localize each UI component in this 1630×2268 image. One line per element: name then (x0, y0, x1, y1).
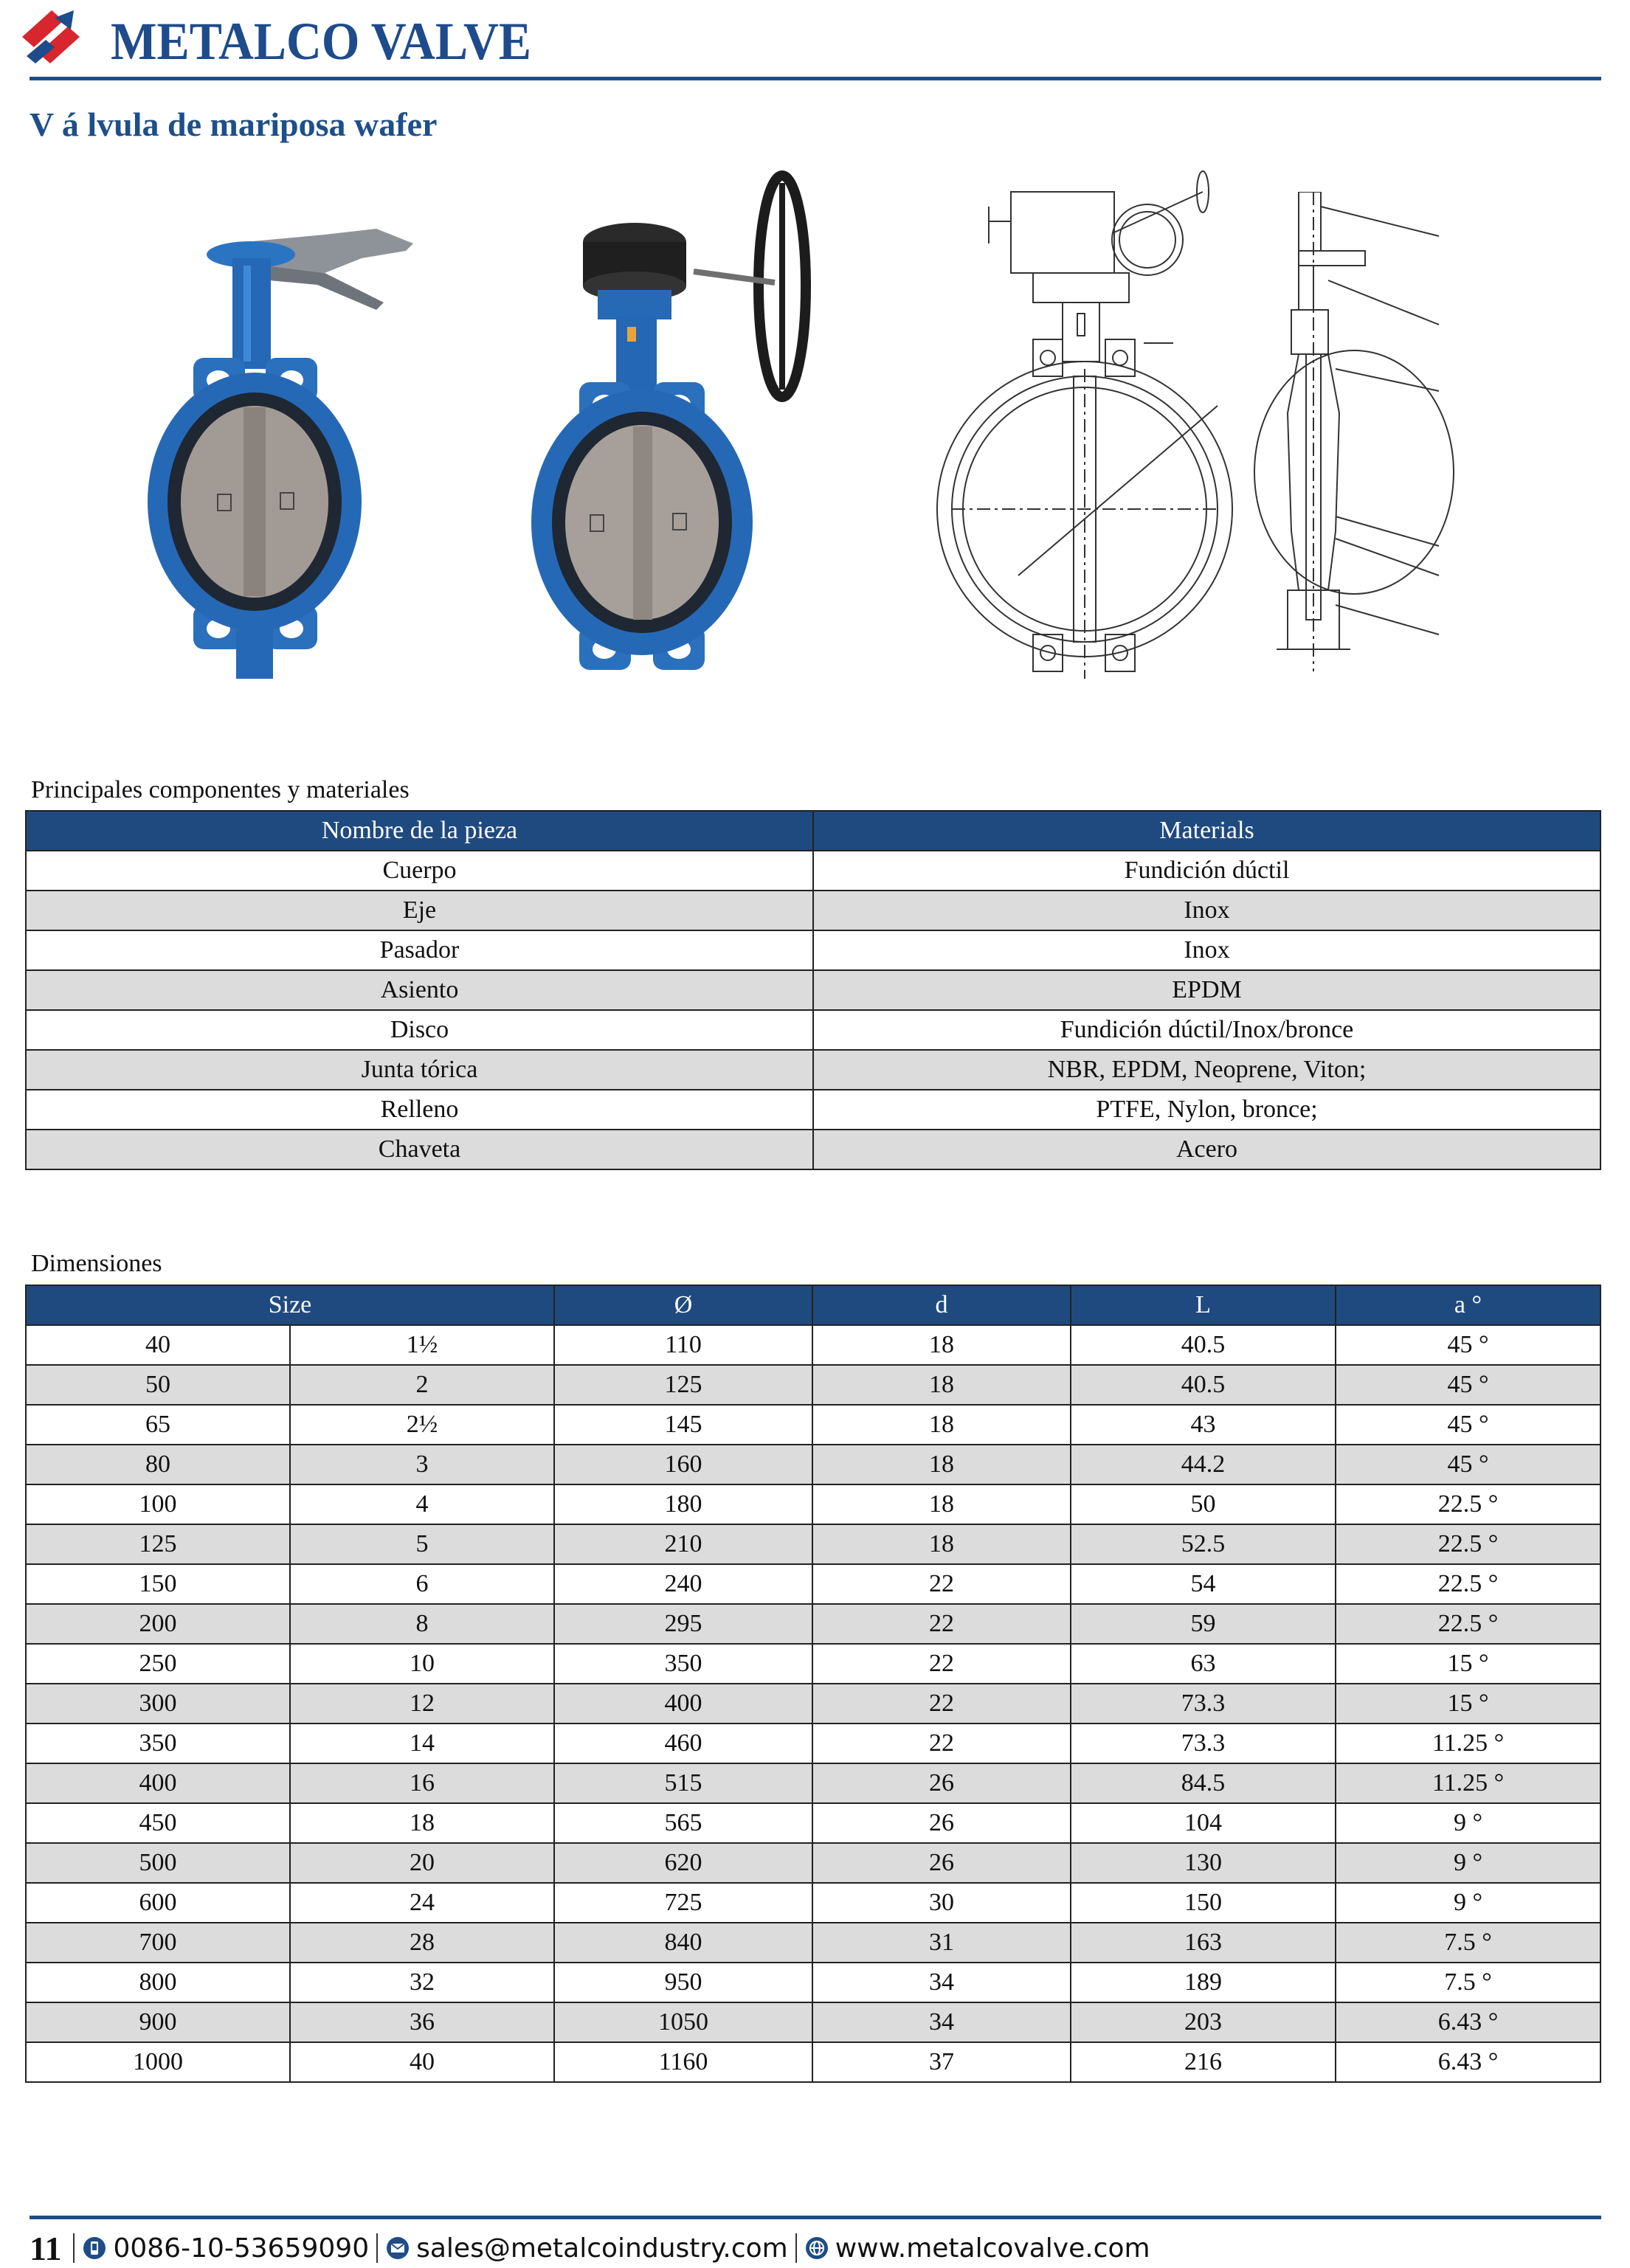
column-header-size: Size (26, 1285, 554, 1325)
front-view-drawing (922, 162, 1247, 694)
table-cell: 125 (26, 1524, 290, 1564)
header-divider (30, 77, 1601, 80)
table-cell: 18 (812, 1325, 1071, 1365)
table-row (26, 1050, 1600, 1090)
table-cell: 2 (290, 1365, 554, 1405)
table-row (26, 970, 1600, 1010)
table-cell: Relleno (26, 1090, 813, 1130)
table-cell: 15 ° (1336, 1644, 1600, 1684)
table-cell: 350 (26, 1724, 290, 1763)
table-cell: Inox (813, 891, 1600, 930)
table-cell: 160 (554, 1445, 812, 1484)
table-cell: 216 (1071, 2042, 1336, 2082)
table-cell: 5 (290, 1524, 554, 1564)
table-cell: 43 (1071, 1405, 1336, 1445)
table-cell: 40.5 (1071, 1365, 1336, 1405)
table-cell: 24 (290, 1883, 554, 1923)
table-cell: 110 (554, 1325, 812, 1365)
table-row (26, 2042, 1600, 2082)
table-cell: 32 (290, 1963, 554, 2002)
table-cell: 203 (1071, 2002, 1336, 2042)
table-cell: 18 (812, 1484, 1071, 1524)
table-cell: 50 (26, 1365, 290, 1405)
table-cell: 12 (290, 1684, 554, 1724)
column-header: Nombre de la pieza (26, 811, 813, 851)
table-cell: Fundición dúctil (813, 851, 1600, 891)
table-row (26, 1644, 1600, 1684)
table-cell: 6.43 ° (1336, 2042, 1600, 2082)
table-cell: 18 (812, 1405, 1071, 1445)
table-row (26, 1325, 1600, 1365)
table-cell: 28 (290, 1923, 554, 1963)
table-cell: 14 (290, 1724, 554, 1763)
table-cell: 200 (26, 1604, 290, 1644)
column-header-angle: a ° (1336, 1285, 1600, 1325)
table-cell: 22.5 ° (1336, 1484, 1600, 1524)
table-row (26, 2002, 1600, 2042)
globe-icon (804, 2236, 829, 2261)
table-cell: Asiento (26, 970, 813, 1010)
lever-valve-photo (140, 214, 421, 694)
table-cell: 1000 (26, 2042, 290, 2082)
table-cell: 18 (812, 1524, 1071, 1564)
table-cell: 565 (554, 1803, 812, 1843)
table-cell: 189 (1071, 1963, 1336, 2002)
table-cell: 11.25 ° (1336, 1724, 1600, 1763)
phone-icon (82, 2236, 107, 2261)
table-cell: 2½ (290, 1405, 554, 1445)
table-row (26, 1843, 1600, 1883)
footer-phone: 0086-10-53659090 (113, 2233, 370, 2264)
table-cell: Inox (813, 930, 1600, 970)
table-cell: 400 (26, 1763, 290, 1803)
table-cell: 1½ (290, 1325, 554, 1365)
table-row (26, 1445, 1600, 1484)
table-cell: 145 (554, 1405, 812, 1445)
table-cell: 22.5 ° (1336, 1564, 1600, 1604)
table-cell: 18 (812, 1445, 1071, 1484)
table-cell: Fundición dúctil/Inox/bronce (813, 1010, 1600, 1050)
table-cell: 7.5 ° (1336, 1963, 1600, 2002)
table-row (26, 930, 1600, 970)
table-cell: 240 (554, 1564, 812, 1604)
table-cell: 52.5 (1071, 1524, 1336, 1564)
table-cell: 22 (812, 1724, 1071, 1763)
mail-icon (385, 2236, 410, 2261)
table-cell: 900 (26, 2002, 290, 2042)
brand-name: METALCO VALVE (111, 12, 531, 71)
table-row (26, 1763, 1600, 1803)
footer-email[interactable]: sales@metalcoindustry.com (416, 2233, 788, 2264)
table-cell: 295 (554, 1604, 812, 1644)
table-cell: 100 (26, 1484, 290, 1524)
table-cell: 45 ° (1336, 1405, 1600, 1445)
table-cell: 300 (26, 1684, 290, 1724)
table-header-row (26, 811, 1600, 851)
dimensions-body (26, 1325, 1600, 2082)
table-cell: 800 (26, 1963, 290, 2002)
table-cell: EPDM (813, 970, 1600, 1010)
table-cell: 26 (812, 1843, 1071, 1883)
table-cell: 130 (1071, 1843, 1336, 1883)
page-title: V á lvula de mariposa wafer (30, 106, 438, 143)
table-cell: 515 (554, 1763, 812, 1803)
table-cell: 18 (812, 1365, 1071, 1405)
table-row (26, 1923, 1600, 1963)
table-cell: 30 (812, 1883, 1071, 1923)
table-cell: 1160 (554, 2042, 812, 2082)
table-cell: 34 (812, 2002, 1071, 2042)
table-row (26, 1365, 1600, 1405)
table-cell: Junta tórica (26, 1050, 813, 1090)
footer-separator (376, 2233, 378, 2263)
table-cell: 36 (290, 2002, 554, 2042)
table-cell: 450 (26, 1803, 290, 1843)
table-cell: 500 (26, 1843, 290, 1883)
table-cell: 54 (1071, 1564, 1336, 1604)
table-row (26, 1803, 1600, 1843)
table-row (26, 1524, 1600, 1564)
table-row (26, 891, 1600, 930)
table-cell: 80 (26, 1445, 290, 1484)
table-cell: 45 ° (1336, 1445, 1600, 1484)
table-cell: 65 (26, 1405, 290, 1445)
footer-separator (73, 2233, 75, 2263)
table-cell: 950 (554, 1963, 812, 2002)
table-cell: 40.5 (1071, 1325, 1336, 1365)
table-cell: 73.3 (1071, 1684, 1336, 1724)
table-cell: 6 (290, 1564, 554, 1604)
table-cell: 700 (26, 1923, 290, 1963)
column-header: Materials (813, 811, 1600, 851)
table-cell: 150 (26, 1564, 290, 1604)
materials-table (25, 810, 1601, 1170)
table-cell: PTFE, Nylon, bronce; (813, 1090, 1600, 1130)
table-cell: 460 (554, 1724, 812, 1763)
table-cell: 26 (812, 1763, 1071, 1803)
table-row (26, 1090, 1600, 1130)
table-cell: 50 (1071, 1484, 1336, 1524)
column-header-diameter: Ø (554, 1285, 812, 1325)
table-cell: 11.25 ° (1336, 1763, 1600, 1803)
table-cell: 73.3 (1071, 1724, 1336, 1763)
table-cell: 22.5 ° (1336, 1604, 1600, 1644)
table-row (26, 1564, 1600, 1604)
table-cell: 15 ° (1336, 1684, 1600, 1724)
table-cell: 620 (554, 1843, 812, 1883)
table-cell: 3 (290, 1445, 554, 1484)
table-cell: 104 (1071, 1803, 1336, 1843)
table-row (26, 1484, 1600, 1524)
page-footer (30, 2230, 1150, 2267)
table-row (26, 1684, 1600, 1724)
table-cell: Acero (813, 1130, 1600, 1169)
table-cell: 7.5 ° (1336, 1923, 1600, 1963)
table-cell: 34 (812, 1963, 1071, 2002)
table-cell: 400 (554, 1684, 812, 1724)
table-cell: 59 (1071, 1604, 1336, 1644)
table-cell: 63 (1071, 1644, 1336, 1684)
table-cell: 150 (1071, 1883, 1336, 1923)
table-cell: Eje (26, 891, 813, 930)
footer-divider (30, 2216, 1601, 2219)
gear-valve-photo (517, 161, 834, 692)
table-cell: 31 (812, 1923, 1071, 1963)
table-cell: 725 (554, 1883, 812, 1923)
table-cell: 22 (812, 1644, 1071, 1684)
table-cell: 22 (812, 1684, 1071, 1724)
table-cell: 16 (290, 1763, 554, 1803)
table-row (26, 1604, 1600, 1644)
table-cell: 180 (554, 1484, 812, 1524)
table-cell: 163 (1071, 1923, 1336, 1963)
page-header (0, 0, 1630, 81)
dimensions-caption: Dimensiones (31, 1250, 162, 1277)
footer-separator (795, 2233, 797, 2263)
table-header-row (26, 1285, 1600, 1325)
table-cell: 9 ° (1336, 1883, 1600, 1923)
column-header-l: L (1071, 1285, 1336, 1325)
table-row (26, 1405, 1600, 1445)
page-number: 11 (30, 2229, 62, 2267)
table-cell: 10 (290, 1644, 554, 1684)
table-cell: 250 (26, 1644, 290, 1684)
table-cell: 22 (812, 1604, 1071, 1644)
table-row (26, 1883, 1600, 1923)
table-cell: 9 ° (1336, 1843, 1600, 1883)
table-row (26, 1130, 1600, 1169)
table-cell: 37 (812, 2042, 1071, 2082)
table-cell: 1050 (554, 2002, 812, 2042)
table-cell: 22 (812, 1564, 1071, 1604)
table-cell: 20 (290, 1843, 554, 1883)
table-cell: Pasador (26, 930, 813, 970)
table-cell: 6.43 ° (1336, 2002, 1600, 2042)
table-cell: 22.5 ° (1336, 1524, 1600, 1564)
table-cell: Chaveta (26, 1130, 813, 1169)
table-row (26, 851, 1600, 891)
logo-icon (16, 7, 87, 72)
dimensions-table (25, 1285, 1601, 2083)
table-cell: 8 (290, 1604, 554, 1644)
table-cell: 26 (812, 1803, 1071, 1843)
table-cell: 44.2 (1071, 1445, 1336, 1484)
table-cell: 210 (554, 1524, 812, 1564)
materials-caption: Principales componentes y materiales (31, 776, 410, 803)
table-row (26, 1010, 1600, 1050)
table-cell: 600 (26, 1883, 290, 1923)
table-cell: 4 (290, 1484, 554, 1524)
table-cell: 40 (26, 1325, 290, 1365)
table-row (26, 1724, 1600, 1763)
table-cell: 840 (554, 1923, 812, 1963)
table-cell: 84.5 (1071, 1763, 1336, 1803)
table-cell: 45 ° (1336, 1325, 1600, 1365)
table-cell: 45 ° (1336, 1365, 1600, 1405)
column-header-d: d (812, 1285, 1071, 1325)
footer-website[interactable]: www.metalcovalve.com (835, 2233, 1150, 2264)
table-cell: 18 (290, 1803, 554, 1843)
table-cell: 40 (290, 2042, 554, 2082)
table-cell: 350 (554, 1644, 812, 1684)
table-cell: Cuerpo (26, 851, 813, 891)
table-cell: 125 (554, 1365, 812, 1405)
table-row (26, 1963, 1600, 2002)
table-cell: Disco (26, 1010, 813, 1050)
side-section-drawing (1247, 192, 1461, 679)
table-cell: 9 ° (1336, 1803, 1600, 1843)
table-cell: NBR, EPDM, Neoprene, Viton; (813, 1050, 1600, 1090)
